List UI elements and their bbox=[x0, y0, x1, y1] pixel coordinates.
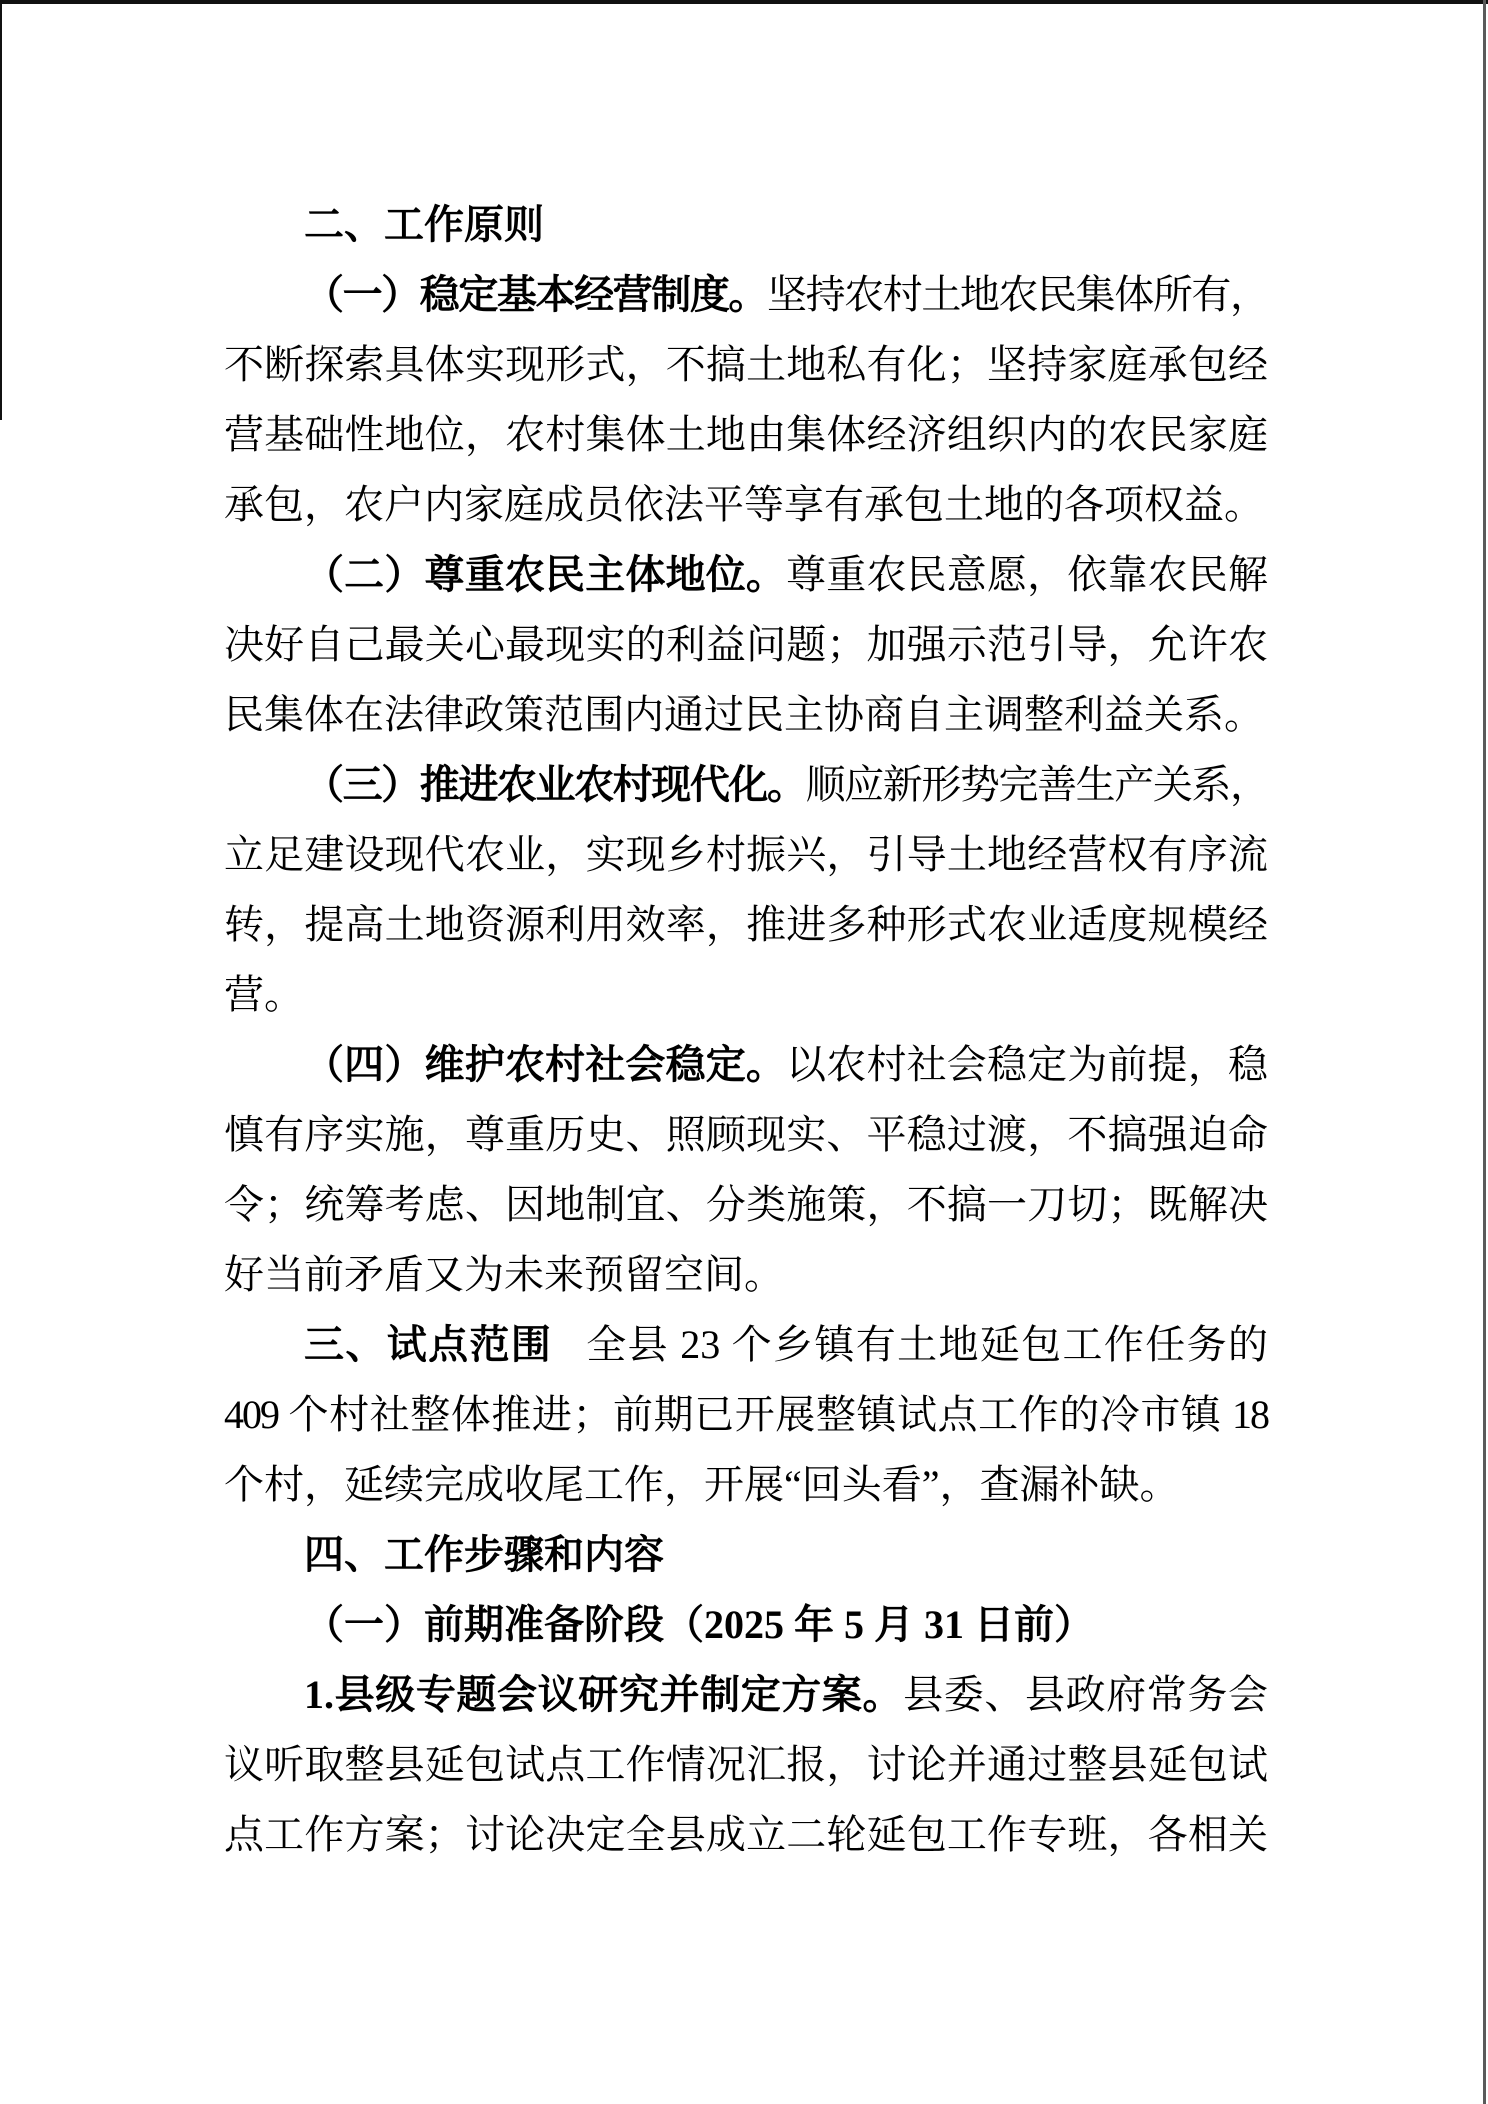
para-3-line-3 bbox=[224, 890, 1268, 960]
heading-text: 二、工作原则 bbox=[304, 203, 544, 247]
section-heading-2 bbox=[224, 190, 1268, 260]
para-4-line-4 bbox=[224, 1240, 1268, 1310]
body-text: 转，提高土地资源利用效率，推进多种形式农业适度规模经 bbox=[224, 902, 1268, 947]
para-4-line-3 bbox=[224, 1170, 1268, 1240]
heading-text: 四、工作步骤和内容 bbox=[304, 1533, 664, 1577]
section-3-line-1 bbox=[224, 1310, 1268, 1380]
body-text: 立足建设现代农业，实现乡村振兴，引导土地经营权有序流 bbox=[224, 832, 1268, 877]
para-1-line-3 bbox=[224, 400, 1268, 470]
body-text: 个村，延续完成收尾工作，开展“回头看”，查漏补缺。 bbox=[224, 1462, 1180, 1507]
body-text: 顺应新形势完善生产关系， bbox=[805, 762, 1269, 807]
sub-heading-stage-1 bbox=[224, 1590, 1268, 1660]
body-text: 决好自己最关心最现实的利益问题；加强示范引导，允许农 bbox=[224, 622, 1268, 667]
bold-lead: （二）尊重农民主体地位。 bbox=[304, 552, 787, 597]
section-3-line-3 bbox=[224, 1450, 1268, 1520]
para-5-line-3 bbox=[224, 1800, 1268, 1870]
body-text: 不断探索具体实现形式，不搞土地私有化；坚持家庭承包经 bbox=[224, 342, 1268, 387]
para-5-line-1 bbox=[224, 1660, 1268, 1730]
para-1-line-1 bbox=[224, 260, 1268, 330]
para-3-line-4 bbox=[224, 960, 1268, 1030]
heading-text: （一）前期准备阶段（2025 年 5 月 31 日前） bbox=[304, 1602, 1094, 1647]
para-1-line-2 bbox=[224, 330, 1268, 400]
body-text: 全县 23 个乡镇有土地延包工作任务的 bbox=[586, 1322, 1269, 1367]
body-text: 议听取整县延包试点工作情况汇报，讨论并通过整县延包试 bbox=[224, 1742, 1268, 1787]
section-heading-4 bbox=[224, 1520, 1268, 1590]
section-3-line-2 bbox=[224, 1380, 1268, 1450]
bold-lead: 1.县级专题会议研究并制定方案。 bbox=[304, 1672, 904, 1717]
body-text: 营。 bbox=[224, 972, 304, 1017]
para-3-line-2 bbox=[224, 820, 1268, 890]
body-text: 营基础性地位，农村集体土地由集体经济组织内的农民家庭 bbox=[224, 412, 1268, 457]
body-text: 尊重农民意愿，依靠农民解 bbox=[786, 552, 1269, 597]
body-text: 令；统筹考虑、因地制宜、分类施策，不搞一刀切；既解决 bbox=[224, 1182, 1268, 1227]
para-2-line-3 bbox=[224, 680, 1268, 750]
body-text: 好当前矛盾又为未来预留空间。 bbox=[224, 1252, 784, 1297]
body-text: 点工作方案；讨论决定全县成立二轮延包工作专班，各相关 bbox=[224, 1812, 1268, 1857]
body-text: 409 个村社整体推进；前期已开展整镇试点工作的冷市镇 18 bbox=[224, 1392, 1268, 1437]
bold-lead: （三）推进农业农村现代化。 bbox=[304, 762, 806, 807]
scan-edge-top bbox=[0, 0, 1488, 4]
scan-edge-right bbox=[1483, 0, 1486, 2104]
scan-edge-left bbox=[0, 0, 2, 420]
para-3-line-1 bbox=[224, 750, 1268, 820]
para-1-line-4 bbox=[224, 470, 1268, 540]
body-text: 坚持农村土地农民集体所有， bbox=[767, 272, 1268, 317]
body-text: 承包，农户内家庭成员依法平等享有承包土地的各项权益。 bbox=[224, 482, 1264, 527]
body-text: 民集体在法律政策范围内通过民主协商自主调整利益关系。 bbox=[224, 692, 1264, 737]
heading-text: 三、试点范围 bbox=[304, 1323, 553, 1367]
document-body bbox=[224, 190, 1268, 1870]
para-4-line-1 bbox=[224, 1030, 1268, 1100]
para-4-line-2 bbox=[224, 1100, 1268, 1170]
body-text: 以农村社会稳定为前提，稳 bbox=[786, 1042, 1269, 1087]
body-text: 县委、县政府常务会 bbox=[903, 1672, 1269, 1717]
body-text: 慎有序实施，尊重历史、照顾现实、平稳过渡，不搞强迫命 bbox=[224, 1112, 1268, 1157]
para-2-line-1 bbox=[224, 540, 1268, 610]
para-2-line-2 bbox=[224, 610, 1268, 680]
bold-lead: （一）稳定基本经营制度。 bbox=[304, 272, 767, 317]
para-5-line-2 bbox=[224, 1730, 1268, 1800]
bold-lead: （四）维护农村社会稳定。 bbox=[304, 1042, 787, 1087]
